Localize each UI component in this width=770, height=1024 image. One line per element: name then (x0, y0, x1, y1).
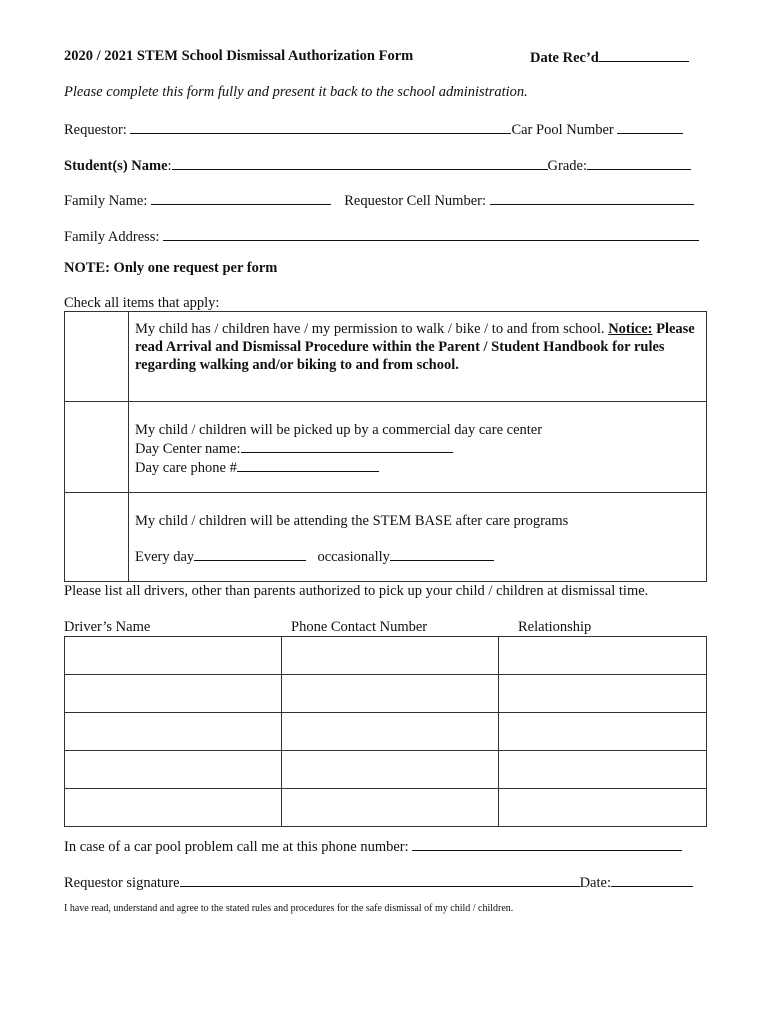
form-title: 2020 / 2021 STEM School Dismissal Authorization Form (64, 48, 414, 64)
driver-relationship-cell[interactable] (499, 751, 707, 789)
driver-phone-cell[interactable] (282, 789, 499, 827)
family-name-row (64, 191, 702, 210)
signature-field[interactable] (180, 873, 580, 887)
car-pool-problem-phone-field[interactable] (412, 837, 682, 851)
family-address-row (64, 227, 702, 246)
check-box-after-care[interactable] (65, 493, 129, 582)
column-driver-name: Driver’s Name (64, 619, 151, 635)
day-care-phone-field[interactable] (237, 458, 379, 472)
day-care-phone-label: Day care phone # (135, 460, 237, 476)
car-pool-label: Car Pool Number (511, 122, 614, 138)
table-row (65, 713, 707, 751)
day-center-name-label: Day Center name: (135, 441, 241, 457)
driver-name-cell[interactable] (65, 675, 282, 713)
walk-bike-text: My child has / children have / my permission to walk / bike / to and from school. (135, 321, 605, 337)
every-day-label: Every day (135, 549, 195, 565)
driver-relationship-cell[interactable] (499, 713, 707, 751)
check-box-day-care[interactable] (65, 402, 129, 493)
driver-name-cell[interactable] (65, 713, 282, 751)
driver-relationship-cell[interactable] (499, 789, 707, 827)
day-care-phone-row (135, 458, 698, 477)
check-desc-walk-bike (129, 312, 707, 402)
date-received (530, 48, 689, 67)
occasionally-field[interactable] (390, 547, 494, 561)
family-address-field[interactable] (163, 227, 699, 241)
agreement-text: I have read, understand and agree to the stated rules and procedures for the safe dismissal of my child / children. (64, 903, 514, 914)
table-row (65, 751, 707, 789)
table-row (65, 789, 707, 827)
note: NOTE: Only one request per form (64, 260, 278, 276)
check-row-walk-bike (65, 312, 707, 402)
signature-date-field[interactable] (611, 873, 693, 887)
grade-label: Grade: (547, 158, 587, 174)
requestor-field[interactable] (130, 120, 511, 134)
table-row (65, 637, 707, 675)
date-received-field[interactable] (599, 48, 689, 62)
signature-date-label: Date: (579, 875, 611, 891)
instructions: Please complete this form fully and present it back to the school administration. (64, 84, 528, 100)
check-desc-day-care (129, 402, 707, 493)
driver-name-cell[interactable] (65, 789, 282, 827)
date-received-label: Date Rec’d (530, 50, 599, 66)
check-intro: Check all items that apply: (64, 295, 220, 311)
grade-field[interactable] (587, 156, 691, 170)
after-care-text: My child / children will be attending the STEM BASE after care programs (135, 513, 569, 529)
day-care-text: My child / children will be picked up by a commercial day care center (135, 422, 543, 438)
signature-label: Requestor signature (64, 875, 180, 891)
notice-text: Please read Arrival and Dismissal Procedure within the Parent / Student Handbook for rules regarding walking and/or biking to and from school. (135, 321, 695, 373)
notice-label: Notice: (608, 321, 653, 337)
check-desc-after-care (129, 493, 707, 582)
requestor-row (64, 120, 702, 139)
signature-row (64, 873, 702, 892)
driver-phone-cell[interactable] (282, 751, 499, 789)
check-box-walk-bike[interactable] (65, 312, 129, 402)
driver-relationship-cell[interactable] (499, 637, 707, 675)
drivers-table (64, 636, 707, 827)
car-pool-problem-row (64, 837, 702, 856)
day-center-name-row (135, 439, 698, 458)
driver-phone-cell[interactable] (282, 675, 499, 713)
students-row: Student(s) Name: Grade: (64, 156, 702, 175)
requestor-label: Requestor: (64, 122, 127, 138)
column-phone-contact: Phone Contact Number (291, 619, 428, 635)
driver-relationship-cell[interactable] (499, 675, 707, 713)
requestor-cell-label: Requestor Cell Number: (344, 193, 487, 209)
driver-phone-cell[interactable] (282, 637, 499, 675)
occasionally-label: occasionally (317, 549, 390, 565)
driver-phone-cell[interactable] (282, 713, 499, 751)
family-address-label: Family Address: (64, 229, 160, 245)
day-center-name-field[interactable] (241, 439, 453, 453)
family-name-field[interactable] (151, 191, 331, 205)
students-field[interactable] (172, 156, 548, 170)
check-row-day-care (65, 402, 707, 493)
requestor-cell-field[interactable] (490, 191, 694, 205)
family-name-label: Family Name: (64, 193, 148, 209)
checklist-table (64, 311, 707, 582)
check-row-after-care (65, 493, 707, 582)
driver-name-cell[interactable] (65, 751, 282, 789)
car-pool-problem-label: In case of a car pool problem call me at this phone number: (64, 839, 409, 855)
after-care-frequency-row (135, 547, 698, 566)
driver-name-cell[interactable] (65, 637, 282, 675)
column-relationship: Relationship (518, 619, 592, 635)
drivers-header (64, 619, 707, 637)
car-pool-field[interactable] (617, 120, 683, 134)
every-day-field[interactable] (194, 547, 306, 561)
table-row (65, 675, 707, 713)
students-label: Student(s) Name (64, 158, 168, 174)
drivers-intro: Please list all drivers, other than parents authorized to pick up your child / children at dismissal time. (64, 583, 649, 599)
